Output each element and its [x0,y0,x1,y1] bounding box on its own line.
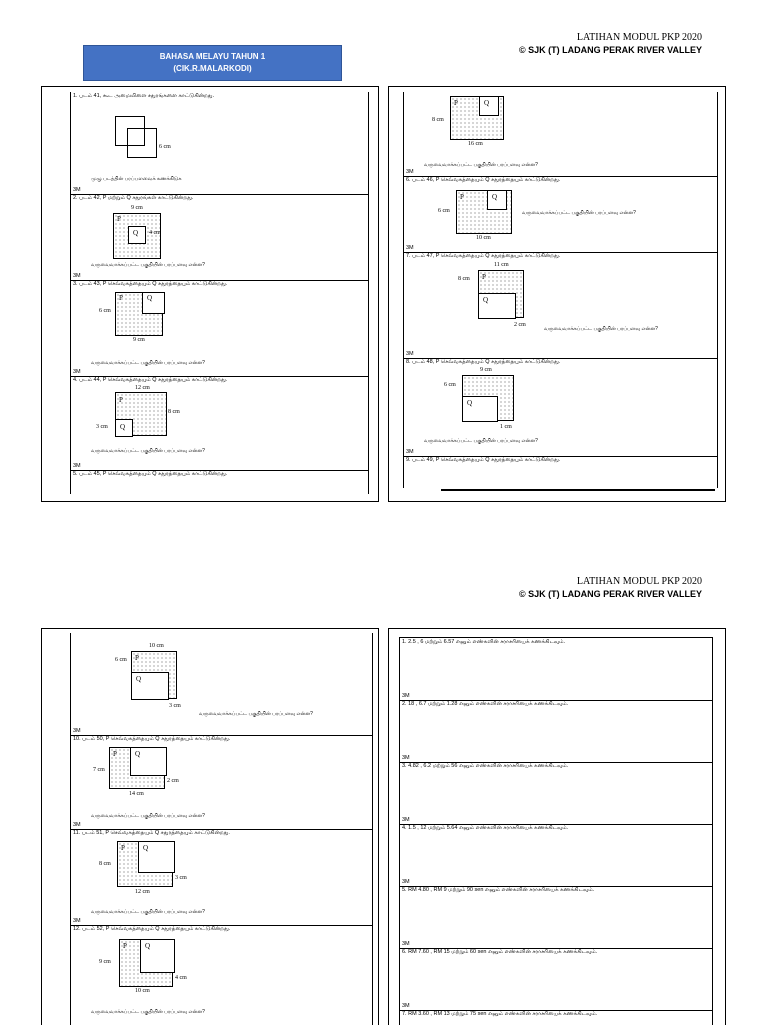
q-side-label: 3 cm [169,703,181,709]
worksheet-panel-3 [41,628,379,1025]
marks-label: 3M [406,449,414,455]
width-label: 11 cm [494,262,509,268]
width-label: 9 cm [480,367,492,373]
header-school: © SJK (T) LADANG PERAK RIVER VALLEY [519,589,702,599]
question-4 [71,376,368,471]
header-school: © SJK (T) LADANG PERAK RIVER VALLEY [519,45,702,55]
worksheet-panel-4 [388,628,726,1025]
q-side-label: 4 cm [175,975,187,981]
question-prompt: வருவைவாக்கப்பட்ட பகுதியின் பரப்பளவு என்ன? [544,326,658,332]
rectangle-q: Q [462,396,498,422]
header-bottom [519,576,702,600]
rectangle-q: Q [140,939,175,973]
rectangle-q: Q [478,293,516,319]
marks-label: 3M [402,879,410,885]
average-question-6 [400,948,712,1011]
worksheet-panel-2 [388,86,726,502]
q-side-label: 2 cm [167,778,179,784]
figure-rectangle-p: P Q [115,392,167,436]
question-prompt: வருவைவாக்கப்பட்ட பகுதியின் பரப்பளவு என்ன? [424,162,538,168]
question-text: 8. படம் 48, P செவ்வகத்தையும் Q சதுரத்தையும் காட்டுகின்றது. [406,359,561,365]
figure-rectangle-p: P Q [478,270,524,318]
rectangle-q: Q [130,747,167,776]
height-label: 6 cm [444,382,456,388]
question-5 [71,470,368,494]
question-9-continued [71,633,372,736]
rectangle-q: Q [138,841,175,873]
figure-rectangle-p: P Q [131,651,177,699]
question-text: 3. 4.82 , 6.2 மற்றும் 56 எனும் எண்களின் சராசரியைக் கணக்கிடவும். [402,763,569,769]
question-prompt: வருவைவாக்கப்பட்ட பகுதியின் பரப்பளவு என்ன? [424,438,538,444]
height-label: 8 cm [458,276,470,282]
question-9 [404,456,717,488]
marks-label: 3M [402,817,410,823]
question-text: 1. 2.5 , 6 மற்றும் 6.57 எனும் எண்களின் சராசரியைக் கணக்கிடவும். [402,639,566,645]
question-text: 5. RM 4.80 , RM 9 மற்றும் 90 sen எனும் எண்களின் சராசரியைக் கணக்கிடவும். [402,887,595,893]
question-11 [71,829,372,926]
figure-rectangle-p: P Q [115,292,163,336]
question-text: 7. படம் 47, P செவ்வகத்தையும் Q சதுரத்தையும் காட்டுகின்றது. [406,253,561,259]
height-label: 6 cm [99,308,111,314]
question-text: 2. படம் 42, P மற்றும் Q சதுரங்கள் காட்டுகின்றது. [73,195,194,201]
height-label: 8 cm [99,861,111,867]
width-label: 10 cm [149,643,164,649]
question-prompt: வருவைவாக்கப்பட்ட பகுதியின் பரப்பளவு என்ன? [91,813,205,819]
height-label: 8 cm [168,409,180,415]
marks-label: 3M [406,245,414,251]
marks-label: 3M [73,918,81,924]
width-label: 16 cm [468,141,483,147]
width-label: 10 cm [476,235,491,241]
q-side-label: 1 cm [500,424,512,430]
height-label: 6 cm [438,208,450,214]
banner-subject: BAHASA MELAYU TAHUN 1 [159,52,266,61]
dimension-label: 6 cm [159,144,171,150]
width-label: 9 cm [133,337,145,343]
width-label: 12 cm [135,385,150,391]
square-q: Q [115,419,133,437]
marks-label: 3M [406,351,414,357]
square-q: Q [142,292,165,314]
width-label: 12 cm [135,889,150,895]
figure-rectangle-p [462,375,514,421]
question-text: 9. படம் 49, P செவ்வகத்தையும் Q சதுரத்தையும் காட்டுகின்றது. [406,457,561,463]
question-text: 5. படம் 45, P செவ்வகத்தையும் Q சதுரத்தையும் காட்டுகின்றது. [73,471,228,477]
height-label: 9 cm [99,959,111,965]
q-side-label: 3 cm [96,424,108,430]
question-prompt: வருவைவாக்கப்பட்ட பகுதியின் பரப்பளவு என்ன? [91,909,205,915]
question-prompt: வருவைவாக்கப்பட்ட பகுதியின் பரப்பளவு என்ன? [91,360,205,366]
question-text: 6. RM 7.60 , RM 15 மற்றும் 60 sen எனும் எண்களின் சராசரியைக் கணக்கிடவும். [402,949,598,955]
question-text: 1. படம் 41, கூட அமைவிளை சதுரங்களை காட்டுகின்றது. [73,93,215,99]
marks-label: 3M [402,1003,410,1009]
marks-label: 3M [73,273,81,279]
square-q: Q [128,226,146,244]
question-5-continued [404,92,717,177]
marks-label: 3M [73,187,81,193]
height-label: 8 cm [432,117,444,123]
average-question-2 [400,700,712,763]
q-side-label: 2 cm [514,322,526,328]
average-question-4 [400,824,712,887]
question-text: 11. படம் 51, P செவ்வகத்தையும் Q சதுரத்தையும் காட்டுகின்றது. [73,830,230,836]
question-2 [71,194,368,281]
marks-label: 3M [73,463,81,469]
question-prompt: வருவைவாக்கப்பட்ட பகுதியின் பரப்பளவு என்ன? [91,1009,205,1015]
question-10 [71,735,372,830]
question-text: 4. படம் 44, P செவ்வகத்தையும் Q சதுரத்தையும் காட்டுகின்றது. [73,377,228,383]
average-question-3 [400,762,712,825]
height-label: 4 cm [149,230,161,236]
figure-rectangle-p: P Q [450,96,504,140]
question-1 [71,92,368,195]
height-label: 6 cm [115,657,127,663]
figure-square-p: P Q [113,213,161,259]
question-text: 6. படம் 46, P செவ்வகத்தையும் Q சதுரத்தையும் காட்டுகின்றது. [406,177,561,183]
header-title: LATIHAN MODUL PKP 2020 [576,32,702,43]
figure-overlapping-squares [115,116,171,164]
marks-label: 3M [73,728,81,734]
question-8 [404,358,717,457]
question-prompt: முழு படத்தின் பரப்பளவைக் கணக்கிடுக [91,176,182,182]
question-prompt: வருவைவாக்கப்பட்ட பகுதியின் பரப்பளவு என்ன? [91,262,205,268]
figure-rectangle-p: P Q [119,939,173,987]
average-question-7 [400,1010,712,1025]
rectangle-q: Q [131,672,169,700]
question-prompt: வருவைவாக்கப்பட்ட பகுதியின் பரப்பளவு என்ன? [199,711,313,717]
worksheet-panel-1 [41,86,379,502]
figure-rectangle-p: P Q [109,747,165,789]
marks-label: 3M [402,693,410,699]
question-text: 12. படம் 52, P செவ்வகத்தையும் Q சதுரத்தையும் காட்டுகின்றது. [73,926,231,932]
figure-rectangle-p: P Q [456,190,512,234]
square-q: Q [487,190,507,210]
q-side-label: 3 cm [175,875,187,881]
header-top [519,32,702,56]
question-prompt: வருவைவாக்கப்பட்ட பகுதியின் பரப்பளவு என்ன? [91,448,205,454]
width-label: 14 cm [129,791,144,797]
width-label: 9 cm [131,205,143,211]
question-text: 3. படம் 43, P செவ்வகத்தையும் Q சதுரத்தையும் காட்டுகின்றது. [73,281,228,287]
marks-label: 3M [406,169,414,175]
marks-label: 3M [402,941,410,947]
square-q: Q [479,96,499,116]
question-text: 7. RM 3.60 , RM 13 மற்றும் 75 sen எனும் எண்களின் சராசரியைக் கணக்கிடவும். [402,1011,598,1017]
height-label: 7 cm [93,767,105,773]
marks-label: 3M [73,369,81,375]
marks-label: 3M [402,755,410,761]
average-question-5 [400,886,712,949]
question-12 [71,925,372,1025]
average-question-1 [400,638,712,701]
question-3 [71,280,368,377]
question-text: 2. 18 , 6.7 மற்றும் 1.28 எனும் எண்களின் சராசரியைக் கணக்கிடவும். [402,701,569,707]
question-text: 10. படம் 50, P செவ்வகத்தையும் Q சதுரத்தையும் காட்டுகின்றது. [73,736,231,742]
subject-banner [83,45,342,81]
width-label: 10 cm [135,988,150,994]
question-text: 4. 1.5 , 12 மற்றும் 5.64 எனும் எண்களின் சராசரியைக் கணக்கிடவும். [402,825,569,831]
header-title: LATIHAN MODUL PKP 2020 [576,576,702,587]
figure-rectangle-p: P Q [117,841,173,887]
divider [441,489,715,491]
banner-teacher: (CIK.R.MALARKODI) [173,64,252,73]
question-prompt: வருவைவாக்கப்பட்ட பகுதியின் பரப்பளவு என்ன? [522,210,636,216]
marks-label: 3M [73,822,81,828]
question-6 [404,176,717,253]
question-7 [404,252,717,359]
